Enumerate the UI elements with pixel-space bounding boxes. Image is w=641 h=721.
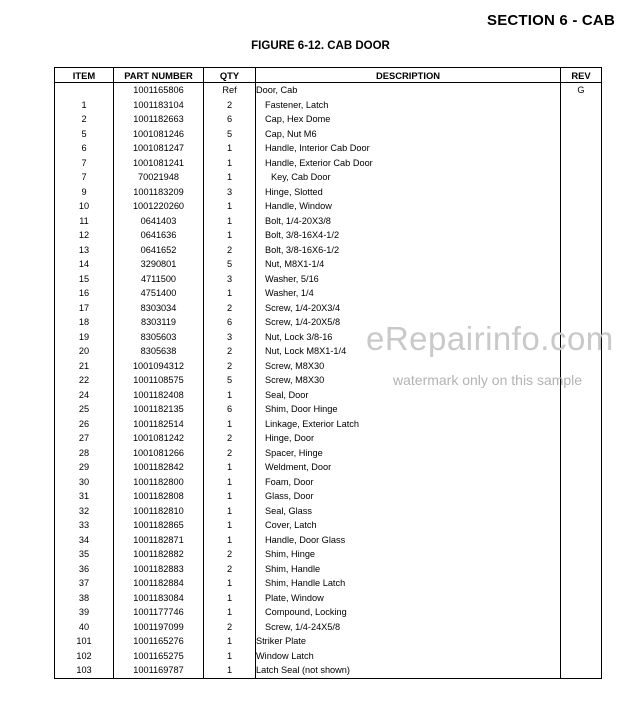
- column-header-qty: QTY: [204, 68, 256, 83]
- qty-cell: 1: [204, 663, 256, 678]
- part-number-cell: 1001182135: [114, 402, 204, 417]
- description-cell: Handle, Interior Cab Door: [256, 141, 561, 156]
- qty-cell: 1: [204, 605, 256, 620]
- qty-cell: 1: [204, 518, 256, 533]
- part-number-cell: 1001183084: [114, 591, 204, 606]
- item-cell: 19: [55, 330, 114, 345]
- rev-cell: [561, 214, 602, 229]
- qty-cell: 1: [204, 417, 256, 432]
- column-header-item: ITEM: [55, 68, 114, 83]
- part-number-cell: 8305603: [114, 330, 204, 345]
- qty-cell: 3: [204, 185, 256, 200]
- description-cell: Bolt, 3/8-16X4-1/2: [256, 228, 561, 243]
- description-cell: Latch Seal (not shown): [256, 663, 561, 678]
- part-number-cell: 1001182663: [114, 112, 204, 127]
- item-cell: 17: [55, 301, 114, 316]
- part-number-cell: 0641403: [114, 214, 204, 229]
- rev-cell: [561, 431, 602, 446]
- rev-cell: [561, 170, 602, 185]
- rev-cell: [561, 504, 602, 519]
- part-number-cell: 1001081247: [114, 141, 204, 156]
- part-number-cell: 1001081241: [114, 156, 204, 171]
- item-cell: 22: [55, 373, 114, 388]
- item-cell: 39: [55, 605, 114, 620]
- qty-cell: 1: [204, 388, 256, 403]
- table-row: [55, 576, 602, 591]
- item-cell: 38: [55, 591, 114, 606]
- rev-cell: [561, 156, 602, 171]
- part-number-cell: 1001177746: [114, 605, 204, 620]
- item-cell: 11: [55, 214, 114, 229]
- item-cell: 5: [55, 127, 114, 142]
- table-row: [55, 547, 602, 562]
- rev-cell: [561, 663, 602, 678]
- qty-cell: 1: [204, 141, 256, 156]
- rev-cell: [561, 417, 602, 432]
- qty-cell: 1: [204, 199, 256, 214]
- qty-cell: 6: [204, 112, 256, 127]
- rev-cell: [561, 286, 602, 301]
- qty-cell: 3: [204, 330, 256, 345]
- qty-cell: 1: [204, 460, 256, 475]
- part-number-cell: 1001081242: [114, 431, 204, 446]
- item-cell: 14: [55, 257, 114, 272]
- description-cell: Bolt, 1/4-20X3/8: [256, 214, 561, 229]
- table-header-row: [55, 68, 602, 83]
- description-cell: Glass, Door: [256, 489, 561, 504]
- description-cell: Nut, Lock 3/8-16: [256, 330, 561, 345]
- part-number-cell: 1001182883: [114, 562, 204, 577]
- table-row: [55, 141, 602, 156]
- figure-title: FIGURE 6-12. CAB DOOR: [251, 40, 390, 52]
- part-number-cell: 1001182842: [114, 460, 204, 475]
- part-number-cell: 1001182882: [114, 547, 204, 562]
- item-cell: [55, 83, 114, 98]
- rev-cell: [561, 272, 602, 287]
- part-number-cell: 1001182808: [114, 489, 204, 504]
- part-number-cell: 1001165806: [114, 83, 204, 98]
- column-header-part-number: PART NUMBER: [114, 68, 204, 83]
- table-row: [55, 228, 602, 243]
- item-cell: 27: [55, 431, 114, 446]
- part-number-cell: 4751400: [114, 286, 204, 301]
- table-row: [55, 605, 602, 620]
- table-row: [55, 663, 602, 678]
- description-cell: Shim, Handle: [256, 562, 561, 577]
- table-row: [55, 402, 602, 417]
- part-number-cell: 1001182865: [114, 518, 204, 533]
- qty-cell: Ref: [204, 83, 256, 98]
- description-cell: Striker Plate: [256, 634, 561, 649]
- qty-cell: 6: [204, 315, 256, 330]
- qty-cell: 1: [204, 228, 256, 243]
- table-row: [55, 562, 602, 577]
- part-number-cell: 3290801: [114, 257, 204, 272]
- part-number-cell: 1001165276: [114, 634, 204, 649]
- part-number-cell: 1001182408: [114, 388, 204, 403]
- table-row: [55, 475, 602, 490]
- qty-cell: 1: [204, 533, 256, 548]
- part-number-cell: 1001182810: [114, 504, 204, 519]
- description-cell: Handle, Exterior Cab Door: [256, 156, 561, 171]
- description-cell: Key, Cab Door: [256, 170, 561, 185]
- rev-cell: [561, 388, 602, 403]
- description-cell: Shim, Door Hinge: [256, 402, 561, 417]
- table-row: [55, 388, 602, 403]
- description-cell: Compound, Locking: [256, 605, 561, 620]
- item-cell: 10: [55, 199, 114, 214]
- description-cell: Handle, Window: [256, 199, 561, 214]
- rev-cell: [561, 359, 602, 374]
- description-cell: Screw, M8X30: [256, 373, 561, 388]
- qty-cell: 2: [204, 344, 256, 359]
- item-cell: 29: [55, 460, 114, 475]
- part-number-cell: 1001183104: [114, 98, 204, 113]
- item-cell: 37: [55, 576, 114, 591]
- rev-cell: [561, 475, 602, 490]
- table-row: [55, 591, 602, 606]
- description-cell: Screw, M8X30: [256, 359, 561, 374]
- part-number-cell: 1001182800: [114, 475, 204, 490]
- description-cell: Seal, Door: [256, 388, 561, 403]
- table-row: [55, 272, 602, 287]
- description-cell: Linkage, Exterior Latch: [256, 417, 561, 432]
- table-row: [55, 489, 602, 504]
- qty-cell: 5: [204, 257, 256, 272]
- item-cell: 35: [55, 547, 114, 562]
- description-cell: Nut, M8X1-1/4: [256, 257, 561, 272]
- part-number-cell: 8303119: [114, 315, 204, 330]
- rev-cell: [561, 547, 602, 562]
- section-title: SECTION 6 - CAB: [486, 12, 615, 29]
- part-number-cell: 8303034: [114, 301, 204, 316]
- description-cell: Fastener, Latch: [256, 98, 561, 113]
- part-number-cell: 1001183209: [114, 185, 204, 200]
- part-number-cell: 4711500: [114, 272, 204, 287]
- table-row: [55, 127, 602, 142]
- watermark-site: eRepairinfo.com: [366, 320, 614, 357]
- item-cell: 40: [55, 620, 114, 635]
- description-cell: Screw, 1/4-20X5/8: [256, 315, 561, 330]
- item-cell: 12: [55, 228, 114, 243]
- description-cell: Spacer, Hinge: [256, 446, 561, 461]
- qty-cell: 2: [204, 446, 256, 461]
- rev-cell: [561, 402, 602, 417]
- qty-cell: 2: [204, 620, 256, 635]
- table-row: [55, 359, 602, 374]
- description-cell: Screw, 1/4-20X3/4: [256, 301, 561, 316]
- table-row: [55, 431, 602, 446]
- description-cell: Washer, 1/4: [256, 286, 561, 301]
- description-cell: Hinge, Slotted: [256, 185, 561, 200]
- item-cell: 21: [55, 359, 114, 374]
- description-cell: Nut, Lock M8X1-1/4: [256, 344, 561, 359]
- table-row: [55, 634, 602, 649]
- qty-cell: 1: [204, 591, 256, 606]
- description-cell: Door, Cab: [256, 83, 561, 98]
- qty-cell: 2: [204, 359, 256, 374]
- rev-cell: [561, 112, 602, 127]
- description-cell: Window Latch: [256, 649, 561, 664]
- description-cell: Weldment, Door: [256, 460, 561, 475]
- rev-cell: [561, 591, 602, 606]
- table-row: [55, 301, 602, 316]
- table-row: [55, 504, 602, 519]
- item-cell: 16: [55, 286, 114, 301]
- qty-cell: 1: [204, 634, 256, 649]
- rev-cell: [561, 243, 602, 258]
- item-cell: 24: [55, 388, 114, 403]
- part-number-cell: 1001094312: [114, 359, 204, 374]
- table-row: [55, 446, 602, 461]
- item-cell: 26: [55, 417, 114, 432]
- item-cell: 20: [55, 344, 114, 359]
- item-cell: 34: [55, 533, 114, 548]
- item-cell: 103: [55, 663, 114, 678]
- table-row: [55, 199, 602, 214]
- qty-cell: 2: [204, 98, 256, 113]
- description-cell: Plate, Window: [256, 591, 561, 606]
- qty-cell: 5: [204, 127, 256, 142]
- item-cell: 33: [55, 518, 114, 533]
- rev-cell: [561, 518, 602, 533]
- table-row: [55, 98, 602, 113]
- part-number-cell: 1001108575: [114, 373, 204, 388]
- table-row: [55, 156, 602, 171]
- column-header-description: DESCRIPTION: [256, 68, 561, 83]
- item-cell: 1: [55, 98, 114, 113]
- item-cell: 28: [55, 446, 114, 461]
- item-cell: 18: [55, 315, 114, 330]
- part-number-cell: 1001220260: [114, 199, 204, 214]
- qty-cell: 1: [204, 504, 256, 519]
- item-cell: 13: [55, 243, 114, 258]
- description-cell: Shim, Hinge: [256, 547, 561, 562]
- table-row: [55, 170, 602, 185]
- table-row: [55, 649, 602, 664]
- qty-cell: 1: [204, 475, 256, 490]
- table-row: [55, 286, 602, 301]
- description-cell: Shim, Handle Latch: [256, 576, 561, 591]
- part-number-cell: 0641652: [114, 243, 204, 258]
- item-cell: 6: [55, 141, 114, 156]
- item-cell: 31: [55, 489, 114, 504]
- qty-cell: 1: [204, 286, 256, 301]
- part-number-cell: 0641636: [114, 228, 204, 243]
- qty-cell: 3: [204, 272, 256, 287]
- rev-cell: [561, 257, 602, 272]
- rev-cell: [561, 301, 602, 316]
- item-cell: 36: [55, 562, 114, 577]
- rev-cell: [561, 489, 602, 504]
- item-cell: 102: [55, 649, 114, 664]
- rev-cell: [561, 460, 602, 475]
- rev-cell: [561, 634, 602, 649]
- rev-cell: [561, 185, 602, 200]
- part-number-cell: 1001081246: [114, 127, 204, 142]
- item-cell: 15: [55, 272, 114, 287]
- rev-cell: [561, 576, 602, 591]
- qty-cell: 1: [204, 214, 256, 229]
- part-number-cell: 70021948: [114, 170, 204, 185]
- table-row: [55, 620, 602, 635]
- item-cell: 7: [55, 170, 114, 185]
- rev-cell: [561, 228, 602, 243]
- table-row: [55, 185, 602, 200]
- qty-cell: 1: [204, 156, 256, 171]
- table-row: [55, 83, 602, 98]
- watermark-note: watermark only on this sample: [393, 372, 583, 388]
- description-cell: Seal, Glass: [256, 504, 561, 519]
- description-cell: Cap, Hex Dome: [256, 112, 561, 127]
- part-number-cell: 8305638: [114, 344, 204, 359]
- table-row: [55, 518, 602, 533]
- part-number-cell: 1001197099: [114, 620, 204, 635]
- table-row: [55, 460, 602, 475]
- table-row: [55, 257, 602, 272]
- part-number-cell: 1001165275: [114, 649, 204, 664]
- rev-cell: [561, 141, 602, 156]
- qty-cell: 1: [204, 576, 256, 591]
- item-cell: 7: [55, 156, 114, 171]
- rev-cell: [561, 446, 602, 461]
- qty-cell: 5: [204, 373, 256, 388]
- item-cell: 25: [55, 402, 114, 417]
- description-cell: Washer, 5/16: [256, 272, 561, 287]
- part-number-cell: 1001182884: [114, 576, 204, 591]
- qty-cell: 2: [204, 547, 256, 562]
- qty-cell: 1: [204, 489, 256, 504]
- rev-cell: [561, 533, 602, 548]
- table-row: [55, 112, 602, 127]
- rev-cell: [561, 649, 602, 664]
- description-cell: Foam, Door: [256, 475, 561, 490]
- qty-cell: 2: [204, 562, 256, 577]
- description-cell: Cover, Latch: [256, 518, 561, 533]
- rev-cell: [561, 127, 602, 142]
- qty-cell: 2: [204, 243, 256, 258]
- rev-cell: [561, 605, 602, 620]
- item-cell: 2: [55, 112, 114, 127]
- rev-cell: [561, 199, 602, 214]
- description-cell: Hinge, Door: [256, 431, 561, 446]
- description-cell: Handle, Door Glass: [256, 533, 561, 548]
- rev-cell: G: [561, 83, 602, 98]
- qty-cell: 2: [204, 431, 256, 446]
- description-cell: Bolt, 3/8-16X6-1/2: [256, 243, 561, 258]
- rev-cell: [561, 98, 602, 113]
- item-cell: 30: [55, 475, 114, 490]
- qty-cell: 1: [204, 170, 256, 185]
- part-number-cell: 1001182514: [114, 417, 204, 432]
- table-row: [55, 214, 602, 229]
- qty-cell: 2: [204, 301, 256, 316]
- rev-cell: [561, 562, 602, 577]
- description-cell: Cap, Nut M6: [256, 127, 561, 142]
- item-cell: 32: [55, 504, 114, 519]
- column-header-rev: REV: [561, 68, 602, 83]
- item-cell: 9: [55, 185, 114, 200]
- rev-cell: [561, 620, 602, 635]
- description-cell: Screw, 1/4-24X5/8: [256, 620, 561, 635]
- table-row: [55, 417, 602, 432]
- part-number-cell: 1001169787: [114, 663, 204, 678]
- item-cell: 101: [55, 634, 114, 649]
- table-row: [55, 243, 602, 258]
- qty-cell: 6: [204, 402, 256, 417]
- qty-cell: 1: [204, 649, 256, 664]
- table-row: [55, 533, 602, 548]
- part-number-cell: 1001081266: [114, 446, 204, 461]
- part-number-cell: 1001182871: [114, 533, 204, 548]
